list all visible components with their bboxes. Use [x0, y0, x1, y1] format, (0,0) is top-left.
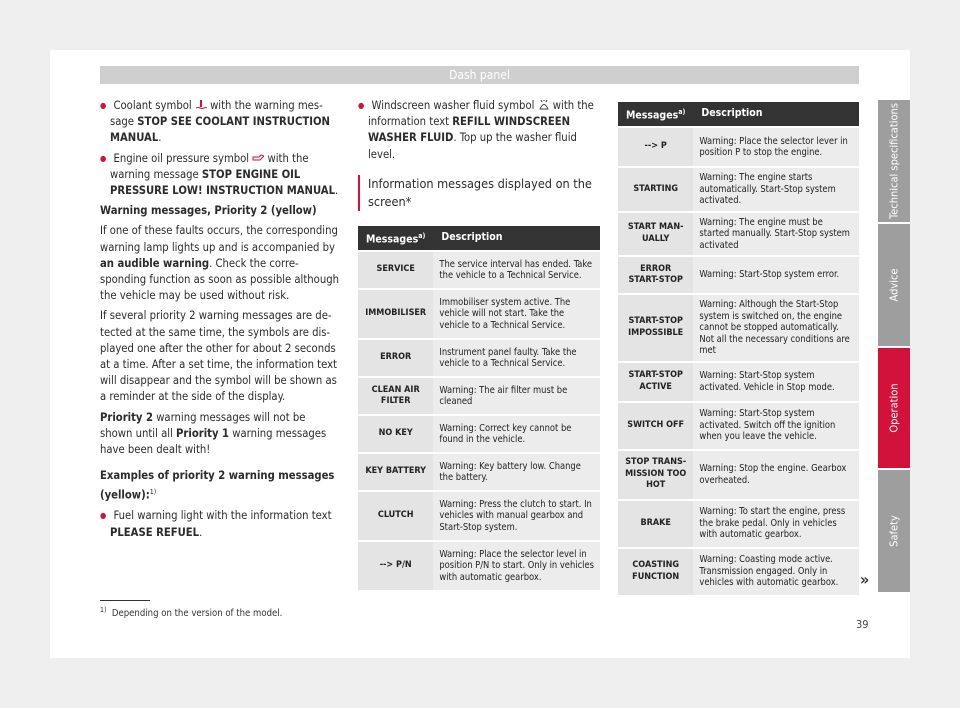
table-row [358, 453, 600, 491]
message-cell: CLUTCH [358, 491, 433, 541]
description-cell: Warning: Start-Stop system error. [693, 256, 859, 294]
message-cell: STARTING [618, 167, 693, 212]
description-cell: Warning: Key battery low. Change the battery. [433, 453, 600, 491]
table-row [618, 256, 859, 294]
coolant-item: ● Coolant symbol with the warning message STOP SEE COOLANT INSTRUCTION MANUAL. [100, 98, 340, 147]
description-cell: Warning: Coasting mode active. Transmission engaged. Only in vehicles with automatic gearbox. [693, 548, 859, 595]
message-cell: START-STOP ACTIVE [618, 362, 693, 402]
tab-operation[interactable]: Operation [878, 348, 910, 468]
col-header-messages: Messages$^{a)}$ [618, 102, 693, 127]
description-cell: Warning: The air filter must be cleaned [433, 377, 600, 415]
page-header: Dash panel [100, 66, 859, 84]
oil-can-icon [252, 153, 264, 163]
description-cell: Warning: The engine must be started manually. Start-Stop system activated [693, 212, 859, 257]
table-row [618, 402, 859, 450]
table-row [618, 127, 859, 167]
table-row [618, 167, 859, 212]
washer-item: ● Windscreen washer fluid symbol with the information text REFILL WINDSCREEN WASHER FLUID. Top up the washer fluid level. [358, 98, 600, 163]
description-cell: Warning: Although the Start-Stop system is switched on, the engine cannot be stopped automatically. Not all the necessary conditions are met [693, 294, 859, 362]
middle-column [358, 98, 600, 211]
description-cell: Warning: Start-Stop system activated. Vehicle in Stop mode. [693, 362, 859, 402]
message-cell: START-STOP IMPOSSIBLE [618, 294, 693, 362]
table-row [358, 541, 600, 590]
message-cell: NO KEY [358, 415, 433, 453]
table-row [618, 450, 859, 500]
message-cell: SERVICE [358, 251, 433, 289]
message-cell: CLEAN AIR FILTER [358, 377, 433, 415]
info-messages-heading: Information messages displayed on the screen* [358, 175, 600, 211]
col-header-messages: Messages$^{a)}$ [358, 226, 433, 251]
examples-heading: Examples of priority 2 warning messages (yellow):$^{1)}$ [100, 469, 335, 503]
priority2-paragraph-2: If several priority 2 warning messages are detected at the same time, the symbols are displayed one after the other for about 2 seconds at a time. After a set time, the information text will disappear and the symbol will be shown as a reminder at the side of the display. [100, 309, 337, 404]
table-row [358, 339, 600, 377]
priority2-paragraph-3: Priority 2 warning messages will not be shown until all Priority 1 warning messages have been dealt with! [100, 410, 327, 457]
table-row [358, 377, 600, 415]
description-cell: Warning: Correct key cannot be found in the vehicle. [433, 415, 600, 453]
table-row [358, 289, 600, 339]
message-cell: BRAKE [618, 500, 693, 548]
oil-pressure-item: ● Engine oil pressure symbol with the warning message STOP ENGINE OIL PRESSURE LOW! INSTRUCTION MANUAL. [100, 151, 340, 200]
description-cell: Warning: Stop the engine. Gearbox overheated. [693, 450, 859, 500]
table-body [358, 251, 600, 590]
coolant-temperature-icon [195, 100, 207, 110]
washer-fluid-icon [538, 100, 550, 110]
page-number: 39 [856, 618, 869, 631]
priority2-paragraph-1: If one of these faults occurs, the corresponding warning lamp lights up and is accompanied by an audible warning. Check the corresponding function as soon as possible although the vehicle may be used without risk. [100, 224, 339, 303]
description-cell: Warning: The engine starts automatically. Start-Stop system activated. [693, 167, 859, 212]
description-cell: Warning: Press the clutch to start. In vehicles with manual gearbox and Start-Stop system. [433, 491, 600, 541]
description-cell: Warning: To start the engine, press the brake pedal. Only in vehicles with automatic gearbox. [693, 500, 859, 548]
table-row [618, 362, 859, 402]
table-row [618, 500, 859, 548]
fuel-item: ● Fuel warning light with the information text PLEASE REFUEL. [100, 508, 340, 540]
table-row [358, 415, 600, 453]
description-cell: Warning: Start-Stop system activated. Switch off the ignition when you leave the vehicle. [693, 402, 859, 450]
description-cell: Warning: Place the selector lever in position P to stop the engine. [693, 127, 859, 167]
message-cell: START MANUALLY [618, 212, 693, 257]
tab-technical-specifications[interactable]: Technical specifications [878, 100, 910, 222]
table-row [618, 212, 859, 257]
table-row [618, 294, 859, 362]
tab-advice[interactable]: Advice [878, 224, 910, 346]
message-cell: --> P [618, 127, 693, 167]
table-row [358, 491, 600, 541]
priority2-heading: Warning messages, Priority 2 (yellow) [100, 204, 317, 218]
footnote: $^{1)}$ Depending on the version of the model. [100, 606, 283, 620]
left-column [100, 98, 340, 545]
col-header-description: Description [433, 226, 600, 251]
description-cell: Warning: Place the selector level in position P/N to start. Only in vehicles with automatic gearbox. [433, 541, 600, 590]
description-cell: Immobiliser system active. The vehicle will not start. Take the vehicle to a Technical Service. [433, 289, 600, 339]
description-cell: The service interval has ended. Take the vehicle to a Technical Service. [433, 251, 600, 289]
continue-mark: » [860, 570, 870, 589]
message-cell: IMMOBILISER [358, 289, 433, 339]
info-messages-table-1 [358, 226, 600, 590]
description-cell: Instrument panel faulty. Take the vehicle to a Technical Service. [433, 339, 600, 377]
message-cell: ERROR [358, 339, 433, 377]
col-header-description: Description [693, 102, 859, 127]
message-cell: STOP TRANSMISSION TOO HOT [618, 450, 693, 500]
footnote-divider [100, 600, 150, 601]
table-row [358, 251, 600, 289]
table-row [618, 548, 859, 595]
message-cell: KEY BATTERY [358, 453, 433, 491]
tab-safety[interactable]: Safety [878, 470, 910, 592]
info-messages-table-2 [618, 102, 859, 595]
table-body [618, 127, 859, 595]
message-cell: COASTING FUNCTION [618, 548, 693, 595]
message-cell: --> P/N [358, 541, 433, 590]
message-cell: SWITCH OFF [618, 402, 693, 450]
message-cell: ERROR START-STOP [618, 256, 693, 294]
